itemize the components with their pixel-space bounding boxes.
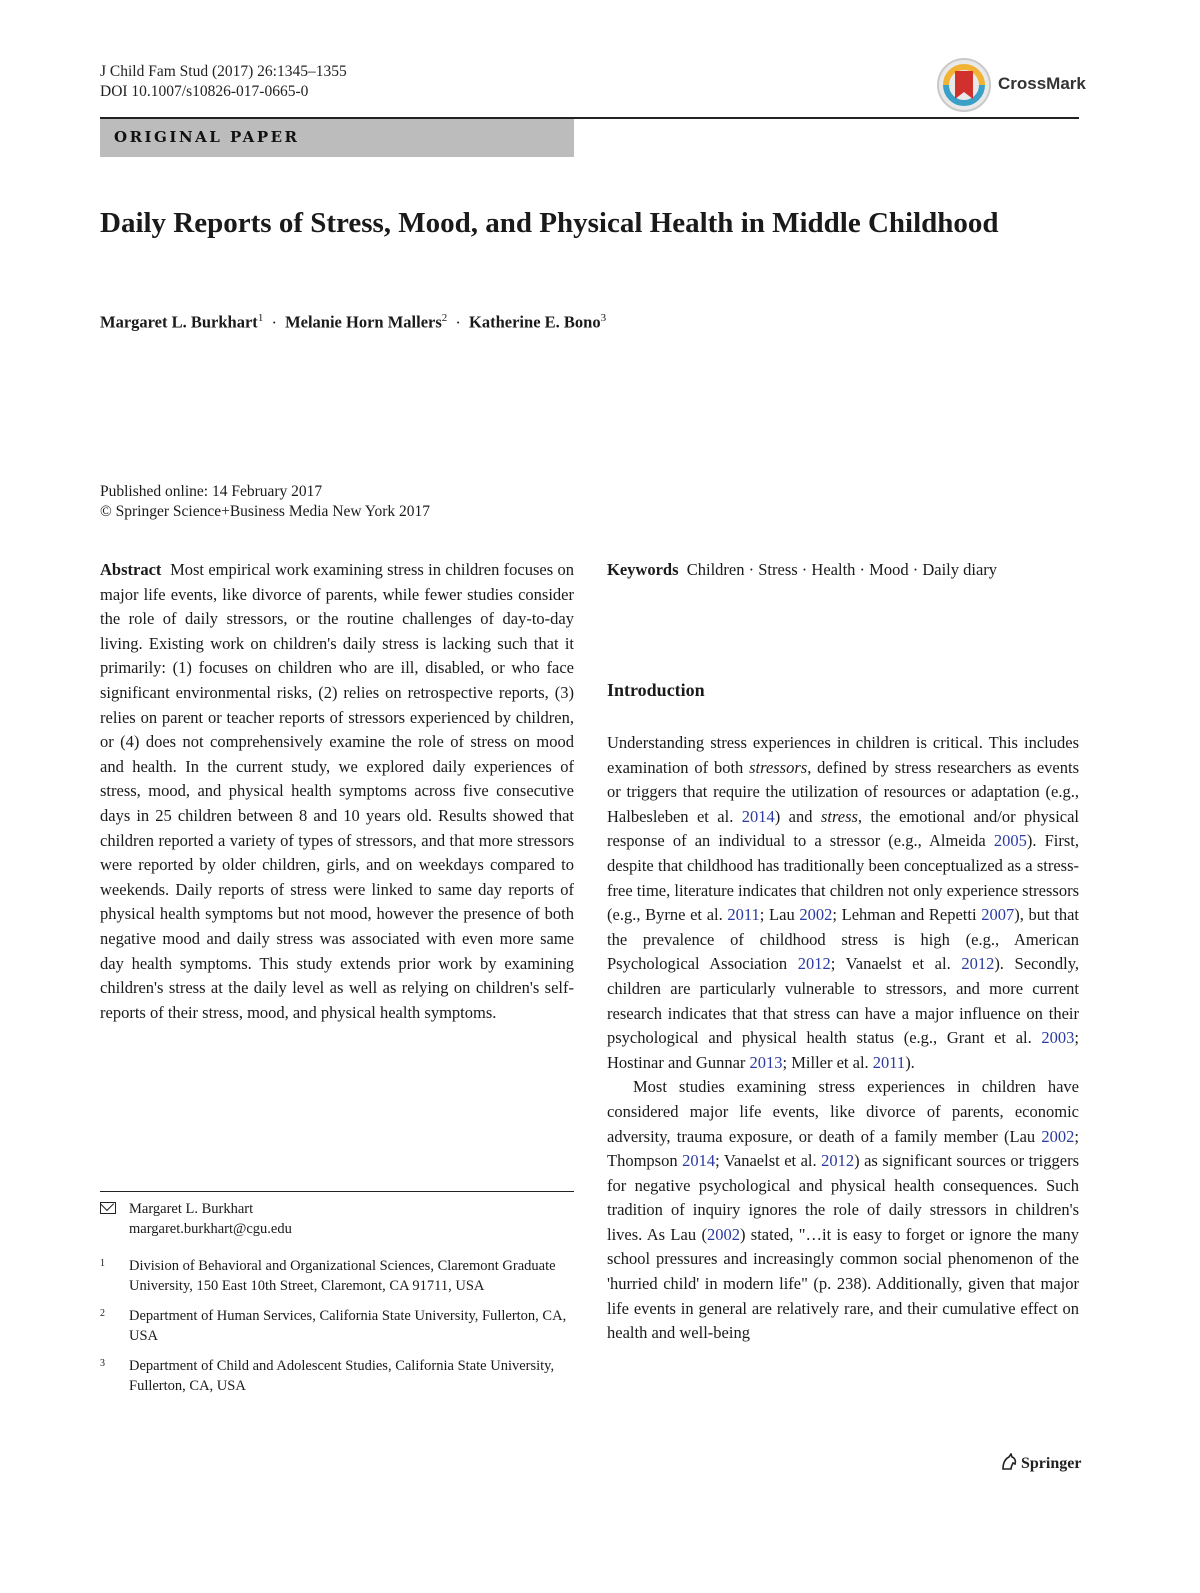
author-separator: · xyxy=(455,312,461,332)
paragraph-text: ), but that the prevalence of childhood stress is high (e.g., American Psychological Association xyxy=(607,905,1079,974)
paragraph-text: ; Lehman and Repetti xyxy=(832,905,982,925)
keyword[interactable]: Children xyxy=(686,560,745,579)
affiliation-number: 1 xyxy=(100,1258,105,1269)
paragraph-text: , defined by stress researchers as events or triggers that require the utilization of resources or adaptation (e.g., Halbesleben et al. xyxy=(607,757,1080,826)
affiliation xyxy=(100,1357,574,1396)
citation-link[interactable]: 2012 xyxy=(821,1151,855,1171)
author-separator: · xyxy=(271,312,277,332)
citation-link[interactable]: 2013 xyxy=(749,1052,783,1072)
author-affiliation-mark: 1 xyxy=(257,312,264,324)
keywords: Keywords Children · Stress · Health · Mood · Daily diary xyxy=(607,560,998,579)
author-name[interactable]: Melanie Horn Mallers xyxy=(285,312,442,332)
affiliation-number: 3 xyxy=(100,1358,105,1369)
author-list xyxy=(100,312,606,333)
citation-link[interactable]: 2005 xyxy=(993,831,1027,851)
citation-link[interactable]: 2007 xyxy=(981,905,1015,925)
citation-link[interactable]: 2014 xyxy=(741,806,775,826)
footnotes xyxy=(100,1200,574,1407)
citation-link[interactable]: 2002 xyxy=(1041,1126,1075,1146)
citation-link[interactable]: 2012 xyxy=(961,954,995,974)
springer-horse-icon xyxy=(1000,1453,1018,1471)
paragraph-text: ) and xyxy=(774,806,821,826)
paragraph-text: ). First, despite that childhood has traditionally been conceptualized as a stress-free time, literature indicates that children not only experience stressors (e.g., Byrne et al. xyxy=(607,831,1079,925)
crossmark-badge[interactable] xyxy=(936,57,1086,115)
published-online: Published online: 14 February 2017 xyxy=(100,483,323,500)
envelope-icon xyxy=(100,1202,116,1214)
introduction-paragraph xyxy=(607,731,1079,1075)
paragraph-text: ; Vanaelst et al. xyxy=(830,954,962,974)
affiliation-text: Division of Behavioral and Organizational Sciences, Claremont Graduate University, 150 East 10th Street, Claremont, CA 91711, USA xyxy=(129,1258,556,1294)
journal-citation: J Child Fam Stud (2017) 26:1345–1355 xyxy=(100,63,347,80)
affiliation xyxy=(100,1307,574,1346)
affiliation-number: 2 xyxy=(100,1308,105,1319)
crossmark-label: CrossMark xyxy=(998,74,1086,93)
abstract xyxy=(100,558,574,1025)
affiliation-text: Department of Child and Adolescent Studies, California State University, Fullerton, CA, USA xyxy=(129,1358,555,1394)
emphasized-term: stress xyxy=(820,806,858,826)
article-title: Daily Reports of Stress, Mood, and Physical Health in Middle Childhood xyxy=(100,207,999,239)
publisher-logo xyxy=(1000,1453,1081,1473)
crossmark-icon xyxy=(936,57,992,113)
author-name[interactable]: Margaret L. Burkhart xyxy=(100,312,258,332)
author-affiliation-mark: 2 xyxy=(441,312,448,324)
publisher-name: Springer xyxy=(1021,1455,1082,1472)
paragraph-text: , the emotional and/or physical response of an individual to a stressor (e.g., Almeida xyxy=(607,806,1080,851)
corresponding-name: Margaret L. Burkhart xyxy=(129,1201,254,1217)
paragraph-text: ) stated, "…it is easy to forget or ignore the many school pressures and increasingly common social phenomenon of the 'hurried child' in modern life" (p. 238). Additionally, given that major life events in general are relatively rare, and their cumulative effect on health and well-being xyxy=(607,1224,1079,1343)
affiliation-text: Department of Human Services, California State University, Fullerton, CA, USA xyxy=(129,1308,567,1344)
abstract-text: Most empirical work examining stress in children focuses on major life events, like divorce of parents, while fewer studies consider the role of daily stressors, or the routine challenges of day-to-day living. Existing work on children's daily stress is lacking such that it primarily: (1) focuses on children who are ill, disabled, or who face significant environmental risks, (2) relies on retrospective reports, (3) relies on parent or teacher reports of stressors experienced by children, or (4) does not comprehensively examine the role of stress on mood and health. In the current study, we explored daily experiences of stress, mood, and physical health symptoms across five consecutive days in 25 children between 8 and 10 years old. Results showed that children reported a variety of types of stressors, and that more stressors were reported by older children, girls, and on weekdays compared to weekends. Daily reports of stress were linked to same day reports of physical health symptoms but not mood, however the presence of both negative mood and daily stress was associated with even more same day health symptoms. This study extends prior work by examining children's stress at the daily level as well as relying on children's self-reports of their stress, mood, and physical health symptoms. xyxy=(100,560,574,1022)
section-label: ORIGINAL PAPER xyxy=(114,128,300,146)
doi[interactable]: DOI 10.1007/s10826-017-0665-0 xyxy=(100,83,309,100)
paragraph-text: ). Secondly, children are particularly vulnerable to stressors, and more current research indicates that that stress can have a major influence on their psychological and physical health status (e.g., Grant et al. xyxy=(607,954,1079,1048)
paragraph-text: ; Lau xyxy=(759,905,800,925)
paragraph-text: Understanding stress experiences in children is critical. This includes examination of both xyxy=(607,733,1079,777)
paragraph-text: ) as significant sources or triggers for negative psychological and physical health consequences. Such tradition of inquiry ignores the role of daily stressors in children's lives. As Lau ( xyxy=(607,1151,1079,1244)
introduction-body xyxy=(607,731,1079,1346)
paragraph-text: ; Miller et al. xyxy=(782,1052,873,1072)
paragraph-text: ; Hostinar and Gunnar xyxy=(607,1028,1079,1072)
keyword[interactable]: Mood xyxy=(869,560,909,579)
introduction-heading: Introduction xyxy=(607,680,705,700)
journal-info xyxy=(100,62,347,102)
abstract-label: Abstract xyxy=(100,560,162,579)
affiliation xyxy=(100,1257,574,1296)
keyword[interactable]: Health xyxy=(811,560,856,579)
keyword[interactable]: Daily diary xyxy=(922,560,998,579)
citation-link[interactable]: 2012 xyxy=(797,954,831,974)
footnote-rule xyxy=(100,1191,574,1192)
citation-link[interactable]: 2014 xyxy=(682,1151,716,1171)
citation-link[interactable]: 2002 xyxy=(706,1224,740,1244)
copyright: © Springer Science+Business Media New York 2017 xyxy=(100,503,431,520)
paragraph-text: ; Vanaelst et al. xyxy=(715,1151,822,1171)
section-band xyxy=(100,119,574,157)
corresponding-email[interactable]: margaret.burkhart@cgu.edu xyxy=(129,1220,292,1237)
author-name[interactable]: Katherine E. Bono xyxy=(469,312,601,332)
citation-link[interactable]: 2002 xyxy=(799,905,833,925)
author-affiliation-mark: 3 xyxy=(600,312,607,324)
citation-link[interactable]: 2011 xyxy=(872,1052,906,1072)
citation-link[interactable]: 2011 xyxy=(727,905,760,925)
keywords-label: Keywords xyxy=(607,560,679,579)
citation-link[interactable]: 2003 xyxy=(1041,1028,1075,1048)
emphasized-term: stressors xyxy=(749,757,808,777)
publication-info xyxy=(100,482,430,522)
corresponding-author xyxy=(100,1200,574,1239)
keyword[interactable]: Stress xyxy=(758,560,798,579)
paragraph-text: ; Thompson xyxy=(607,1126,1079,1171)
paragraph-text: ). xyxy=(905,1052,915,1072)
introduction-paragraph xyxy=(607,1075,1079,1346)
paragraph-text: Most studies examining stress experiences in children have considered major life events, like divorce of parents, economic adversity, trauma exposure, or death of a family member (Lau xyxy=(607,1077,1079,1146)
